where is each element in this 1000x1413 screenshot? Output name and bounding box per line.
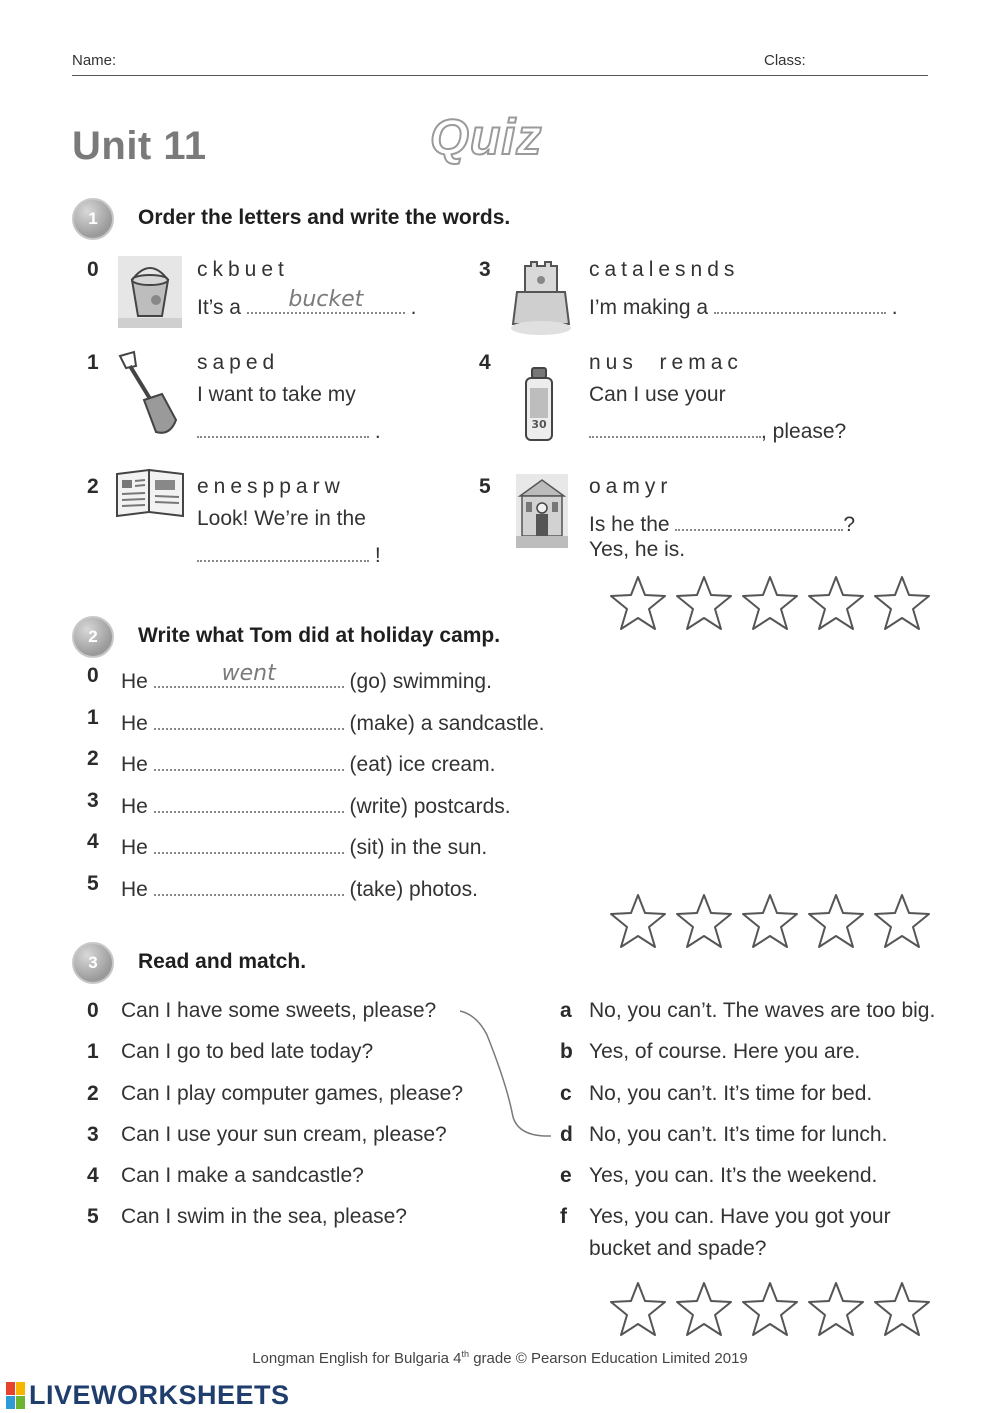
item-number: 5 (87, 1205, 99, 1229)
sentence-end: . (410, 296, 417, 319)
sentence-end: . (891, 296, 898, 319)
verb-hint: (make) a sandcastle. (349, 711, 545, 735)
footer-superscript: th (461, 1349, 470, 1359)
item-number: 3 (479, 258, 491, 281)
question-text: Can I make a sandcastle? (121, 1164, 364, 1188)
answer-text: Yes, you can. It’s the weekend. (589, 1164, 878, 1188)
answer-text: No, you can’t. It’s time for lunch. (589, 1122, 888, 1146)
list-item-text (121, 706, 544, 736)
sentence (589, 290, 898, 320)
copyright-footer (0, 1349, 1000, 1367)
sentence (589, 507, 855, 537)
answer-letter: d (560, 1122, 573, 1146)
scrambled-letters: oamyr (589, 475, 673, 498)
subject: He (121, 836, 148, 859)
sentence-start: Look! We’re in the (197, 507, 366, 530)
list-item-text (121, 830, 487, 860)
answer-blank[interactable] (589, 414, 761, 438)
example-answer: bucket (288, 287, 364, 312)
section-1-badge: 1 (72, 198, 114, 240)
question-text: Can I use your sun cream, please? (121, 1122, 447, 1146)
item-number: 2 (87, 747, 99, 770)
answer-letter: c (560, 1081, 572, 1105)
sentence (197, 287, 417, 320)
rating-star-icon[interactable] (673, 1280, 735, 1338)
scrambled-letters: catalesnds (589, 258, 740, 281)
sentence-start: I’m making a (589, 296, 709, 319)
sun-cream-icon (520, 366, 584, 438)
item-number: 4 (479, 351, 491, 374)
footer-text-end: grade © Pearson Education Limited 2019 (469, 1350, 748, 1367)
item-number: 0 (87, 664, 99, 687)
section-3-stars (607, 1280, 933, 1338)
item-number: 2 (87, 1081, 99, 1105)
answer-text: Yes, you can. Have you got your (589, 1205, 891, 1229)
sentence-end: ? (843, 513, 856, 536)
answer-blank[interactable] (714, 290, 886, 314)
item-number: 2 (87, 475, 99, 498)
sentence-start: Can I use your (589, 383, 726, 406)
subject: He (121, 711, 148, 735)
logo-mark-icon (6, 1382, 25, 1409)
name-label: Name: (72, 52, 117, 69)
sentence-reply: Yes, he is. (589, 538, 686, 561)
scrambled-letters: enespparw (197, 475, 345, 498)
answer-text: No, you can’t. The waves are too big. (589, 999, 936, 1022)
logo-text: LIVEWORKSHEETS (29, 1380, 290, 1410)
subject: He (121, 877, 148, 901)
answer-blank[interactable] (197, 538, 369, 562)
section-1-title: Order the letters and write the words. (138, 206, 511, 229)
rating-star-icon[interactable] (871, 1280, 933, 1338)
sentence-start: Is he the (589, 513, 670, 536)
subject: He (121, 753, 148, 776)
verb-hint: (take) photos. (349, 877, 478, 901)
rating-star-icon[interactable] (805, 1280, 867, 1338)
section-2-title: Write what Tom did at holiday camp. (138, 624, 501, 647)
sentence-start: I want to take my (197, 383, 356, 406)
answer-blank[interactable] (154, 706, 344, 730)
item-number: 1 (87, 1040, 99, 1064)
spade-icon (118, 350, 182, 422)
answer-blank[interactable] (197, 414, 369, 438)
rating-star-icon[interactable] (739, 574, 801, 632)
newspaper-icon (115, 468, 179, 540)
sentence-end: ! (374, 544, 381, 567)
answer-blank[interactable] (247, 287, 405, 314)
example-match-line (455, 1005, 560, 1140)
rating-star-icon[interactable] (673, 892, 735, 950)
mayor-icon (516, 474, 580, 546)
item-number: 3 (87, 1122, 99, 1146)
item-number: 4 (87, 1164, 99, 1188)
item-number: 1 (87, 705, 99, 729)
subject: He (121, 794, 148, 818)
question-text: Can I swim in the sea, please? (121, 1205, 407, 1229)
verb-hint: (sit) in the sun. (349, 836, 488, 859)
item-number: 1 (87, 351, 99, 374)
section-3-title: Read and match. (138, 950, 307, 973)
item-number: 0 (87, 258, 99, 281)
bucket-icon (118, 256, 182, 328)
example-answer: went (221, 661, 276, 686)
header-line (72, 75, 928, 76)
answer-blank[interactable] (154, 661, 344, 688)
question-text: Can I play computer games, please? (121, 1081, 464, 1105)
sentence-start: It’s a (197, 296, 241, 319)
item-number: 4 (87, 830, 99, 853)
rating-star-icon[interactable] (739, 892, 801, 950)
svg-text:30: 30 (531, 418, 547, 431)
list-item-text (121, 789, 511, 819)
list-item-text (121, 872, 478, 902)
answer-blank[interactable] (675, 507, 843, 531)
rating-star-icon[interactable] (607, 574, 669, 632)
sentence-end: , please? (761, 420, 847, 443)
sentence (589, 414, 846, 444)
sentence-end: . (374, 420, 381, 443)
rating-star-icon[interactable] (871, 574, 933, 632)
unit-title: Unit 11 (72, 124, 207, 168)
quiz-logo: Quiz (430, 109, 543, 165)
section-3-badge: 3 (72, 942, 114, 984)
verb-hint: (write) postcards. (349, 794, 511, 818)
rating-star-icon[interactable] (607, 892, 669, 950)
sentence (197, 414, 381, 444)
subject: He (121, 670, 148, 693)
answer-blank[interactable] (154, 872, 344, 896)
sentence (197, 538, 381, 568)
answer-text: Yes, of course. Here you are. (589, 1040, 861, 1064)
answer-letter: a (560, 999, 572, 1022)
verb-hint: (eat) ice cream. (349, 753, 496, 776)
list-item-text (121, 661, 492, 694)
verb-hint: (go) swimming. (349, 670, 492, 693)
answer-text-line2: bucket and spade? (589, 1237, 767, 1261)
section-2-badge: 2 (72, 616, 114, 658)
item-number: 5 (479, 475, 491, 498)
rating-star-icon[interactable] (871, 892, 933, 950)
rating-star-icon[interactable] (805, 892, 867, 950)
question-text: Can I go to bed late today? (121, 1040, 374, 1064)
answer-text: No, you can’t. It’s time for bed. (589, 1081, 873, 1105)
item-number: 5 (87, 871, 99, 895)
answer-blank[interactable] (154, 789, 344, 813)
rating-star-icon[interactable] (607, 1280, 669, 1338)
answer-blank[interactable] (154, 747, 344, 771)
scrambled-letters: saped (197, 351, 280, 374)
item-number: 0 (87, 999, 99, 1022)
answer-letter: e (560, 1164, 572, 1188)
answer-blank[interactable] (154, 830, 344, 854)
class-label: Class: (764, 52, 806, 69)
rating-star-icon[interactable] (805, 574, 867, 632)
scrambled-letters: ckbuet (197, 258, 289, 281)
scrambled-letters: nus remac (589, 351, 743, 374)
list-item-text (121, 747, 495, 777)
item-number: 3 (87, 788, 99, 812)
rating-star-icon[interactable] (739, 1280, 801, 1338)
rating-star-icon[interactable] (673, 574, 735, 632)
section-2-stars (607, 892, 933, 950)
section-1-stars (607, 574, 933, 632)
answer-letter: b (560, 1040, 573, 1064)
liveworksheets-logo (6, 1380, 290, 1411)
answer-letter: f (560, 1205, 567, 1229)
question-text: Can I have some sweets, please? (121, 999, 437, 1022)
footer-text: Longman English for Bulgaria 4 (252, 1350, 462, 1367)
sandcastle-icon (511, 258, 575, 330)
